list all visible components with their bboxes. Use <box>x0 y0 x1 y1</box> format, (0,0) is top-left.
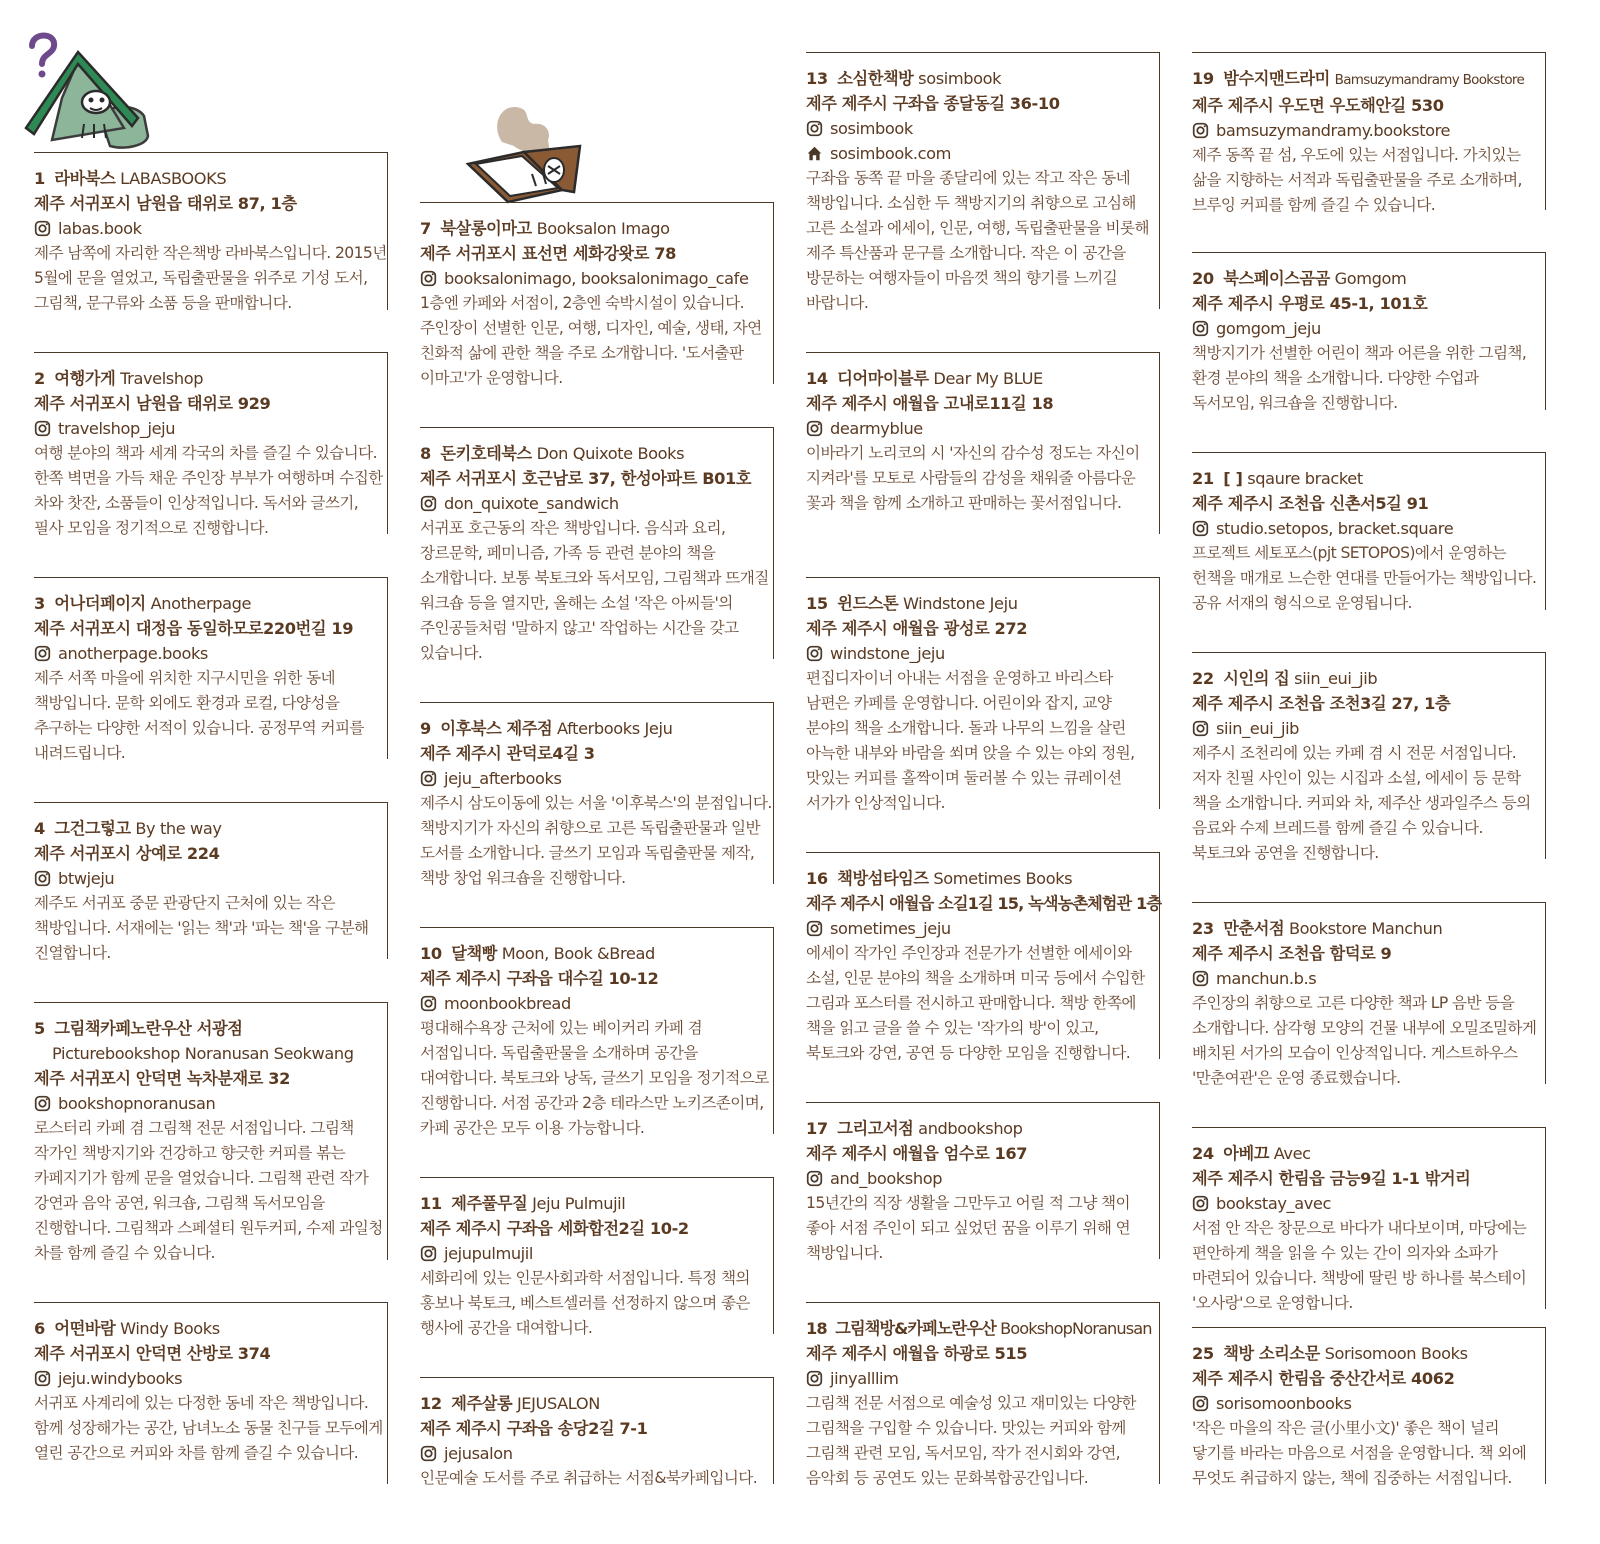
store-name-english: Sometimes Books <box>933 869 1073 888</box>
instagram-row[interactable] <box>34 1366 387 1391</box>
store-entry-14 <box>806 352 1160 534</box>
instagram-handle[interactable]: jejusalon <box>444 1444 513 1463</box>
instagram-handle[interactable]: bookshopnoranusan <box>58 1094 216 1113</box>
store-name-english: Jeju Pulmujil <box>532 1194 626 1213</box>
store-number: 1 <box>34 169 45 188</box>
instagram-handle[interactable]: jeju_afterbooks <box>444 769 562 788</box>
store-name-korean: 달책빵 <box>451 944 497 963</box>
store-number: 16 <box>806 869 828 888</box>
store-name-korean: 돈키호테북스 <box>440 444 532 463</box>
store-name-english: Anotherpage <box>150 594 252 613</box>
instagram-handle[interactable]: labas.book <box>58 219 142 238</box>
store-description: 1층엔 카페와 서점이, 2층엔 숙박시설이 있습니다. 주인장이 선별한 인문, 여행, 디자인, 예술, 생태, 자연 친화적 삶에 관한 책을 주로 소개합니다. '도서출판 이마고'가 운영합니다. <box>420 294 762 387</box>
store-number: 3 <box>34 594 45 613</box>
store-number: 8 <box>420 444 431 463</box>
store-address: 제주 서귀포시 호근남로 37, 한성아파트 B01호 <box>420 469 752 488</box>
instagram-row[interactable] <box>806 641 1159 666</box>
store-address: 제주 서귀포시 대정읍 동일하모로220번길 19 <box>34 619 354 638</box>
store-number: 25 <box>1192 1344 1214 1363</box>
instagram-icon <box>34 1370 51 1387</box>
store-address: 제주 제주시 우도면 우도해안길 530 <box>1192 96 1444 115</box>
store-address: 제주 서귀포시 남원읍 태위로 929 <box>34 394 271 413</box>
store-number: 10 <box>420 944 442 963</box>
instagram-row[interactable] <box>1192 966 1545 991</box>
store-description: 서귀포 호근동의 작은 책방입니다. 음식과 요리, 장르문학, 페미니즘, 가족 등 관련 분야의 책을 소개합니다. 보통 북토크와 독서모임, 그림책과 뜨개질 워크숍 등을 열지만, 올해는 소설 '작은 아씨들'의 주인공들처럼 '말하지 않고' 작업하는 시간을 갖고 있습니다. <box>420 519 769 662</box>
store-entry-11 <box>420 1177 774 1337</box>
store-name-korean: 책방 소리소문 <box>1223 1344 1320 1363</box>
instagram-icon <box>1192 1395 1209 1412</box>
instagram-handle[interactable]: and_bookshop <box>830 1169 943 1188</box>
instagram-icon <box>1192 520 1209 537</box>
store-entry-18 <box>806 1302 1160 1487</box>
store-name-english: Don Quixote Books <box>536 444 685 463</box>
store-entry-25 <box>1192 1327 1546 1487</box>
instagram-handle[interactable]: dearmyblue <box>830 419 923 438</box>
instagram-icon <box>806 920 823 937</box>
store-address: 제주 서귀포시 안덕면 녹차분재로 32 <box>34 1069 290 1088</box>
store-name-korean: 만춘서점 <box>1223 919 1285 938</box>
store-entry-6 <box>34 1302 388 1484</box>
instagram-handle[interactable]: moonbookbread <box>444 994 571 1013</box>
instagram-row[interactable] <box>1192 118 1545 143</box>
instagram-handle[interactable]: jinyalllim <box>830 1369 899 1388</box>
store-name-korean: [ ] <box>1223 469 1243 488</box>
instagram-row[interactable] <box>806 1366 1159 1391</box>
store-address: 제주 제주시 조천읍 조천3길 27, 1층 <box>1192 694 1451 713</box>
store-description: 구좌읍 동쪽 끝 마을 종달리에 있는 작고 작은 동네 책방입니다. 소심한 두 책방지기의 취향으로 고심해 고른 소설과 에세이, 인문, 여행, 독립출판물을 비롯해 제주 특산품과 문구를 소개합니다. 작은 이 공간을 방문하는 여행자들이 마음껏 책의 향기를 느끼길 바랍니다. <box>806 169 1149 312</box>
instagram-row[interactable] <box>420 1441 773 1466</box>
store-number: 11 <box>420 1194 442 1213</box>
store-entry-1 <box>34 152 388 310</box>
store-name-korean: 제주풀무질 <box>451 1194 528 1213</box>
instagram-handle[interactable]: bookstay_avec <box>1216 1194 1331 1213</box>
store-name-korean: 북스페이스곰곰 <box>1223 269 1330 288</box>
store-name-english: Booksalon Imago <box>536 219 670 238</box>
store-description: 인문예술 도서를 주로 취급하는 서점&북카페입니다. <box>420 1469 758 1487</box>
instagram-handle[interactable]: siin_eui_jib <box>1216 719 1300 738</box>
store-address: 제주 제주시 구좌읍 대수길 10-12 <box>420 969 659 988</box>
instagram-icon <box>1192 320 1209 337</box>
store-name-korean: 윈드스톤 <box>837 594 899 613</box>
instagram-icon <box>420 995 437 1012</box>
instagram-handle[interactable]: bamsuzymandramy.bookstore <box>1216 121 1451 140</box>
store-name-korean: 제주살롱 <box>451 1394 513 1413</box>
store-name-korean: 그림책방&카페노란우산 <box>835 1319 996 1338</box>
store-address: 제주 서귀포시 상예로 224 <box>34 844 220 863</box>
instagram-row[interactable] <box>34 641 387 666</box>
instagram-icon <box>1192 122 1209 139</box>
store-description: 로스터리 카페 겸 그림책 전문 서점입니다. 그림책 작가인 책방지기와 건강하고 향긋한 커피를 볶는 카페지기가 함께 문을 열었습니다. 그림책 관련 작가 강연과 음악 공연, 워크숍, 그림책 독서모임을 진행합니다. 그림책과 스페셜티 원두커피, 수제 과일청 차를 함께 즐길 수 있습니다. <box>34 1119 383 1262</box>
store-number: 20 <box>1192 269 1214 288</box>
store-name-korean: 라바북스 <box>54 169 116 188</box>
store-number: 19 <box>1192 69 1214 88</box>
store-description: 세화리에 있는 인문사회과학 서점입니다. 특정 책의 홍보나 북토크, 베스트셀러를 선정하지 않으며 좋은 행사에 공간을 대여합니다. <box>420 1269 750 1337</box>
store-description: 이바라기 노리코의 시 '자신의 감수성 정도는 자신이 지켜라'를 모토로 사람들의 감성을 채워줄 아름다운 꽃과 책을 함께 소개하고 판매하는 꽃서점입니다. <box>806 444 1140 512</box>
store-name-korean: 어떤바람 <box>54 1319 116 1338</box>
store-entry-16 <box>806 852 1162 1062</box>
store-entry-22 <box>1192 652 1546 862</box>
store-number: 4 <box>34 819 45 838</box>
store-name-korean: 그림책카페노란우산 서광점 <box>54 1019 243 1038</box>
instagram-row[interactable] <box>34 216 387 241</box>
store-number: 18 <box>806 1319 827 1338</box>
store-address: 제주 제주시 애월읍 엄수로 167 <box>806 1144 1028 1163</box>
store-number: 12 <box>420 1394 442 1413</box>
instagram-handle[interactable]: travelshop_jeju <box>58 419 176 438</box>
open-book-illustration <box>462 94 587 206</box>
instagram-icon <box>1192 720 1209 737</box>
store-entry-24 <box>1192 1127 1546 1312</box>
store-entry-19 <box>1192 52 1546 214</box>
store-name-korean: 그리고서점 <box>837 1119 914 1138</box>
store-entry-21 <box>1192 452 1546 610</box>
store-description: '작은 마을의 작은 글(小里小文)' 좋은 책이 널리 닿기를 바라는 마음으로 서점을 운영합니다. 책 외에 무엇도 취급하지 않는, 책에 집중하는 서점입니다. <box>1192 1419 1527 1487</box>
store-name-korean: 어나더페이지 <box>54 594 146 613</box>
instagram-icon <box>34 420 51 437</box>
store-entry-5 <box>34 1002 388 1260</box>
instagram-handle[interactable]: jeju.windybooks <box>58 1369 183 1388</box>
store-number: 22 <box>1192 669 1214 688</box>
store-address: 제주 제주시 구좌읍 송당2길 7-1 <box>420 1419 648 1438</box>
store-address: 제주 서귀포시 안덕면 산방로 374 <box>34 1344 271 1363</box>
instagram-icon <box>34 1095 51 1112</box>
instagram-icon <box>34 645 51 662</box>
store-number: 21 <box>1192 469 1214 488</box>
instagram-row[interactable] <box>1192 1391 1545 1416</box>
store-entry-17 <box>806 1102 1160 1262</box>
store-description: 제주 동쪽 끝 섬, 우도에 있는 서점입니다. 가치있는 삶을 지향하는 서적과 독립출판물을 주로 소개하며, 브루잉 커피를 함께 즐길 수 있습니다. <box>1192 146 1522 214</box>
store-address: 제주 제주시 구좌읍 세화합전2길 10-2 <box>420 1219 689 1238</box>
store-address: 제주 서귀포시 남원읍 태위로 87, 1층 <box>34 194 297 213</box>
store-name-english: Windy Books <box>120 1319 220 1338</box>
instagram-row[interactable] <box>1192 316 1545 341</box>
store-entry-9 <box>420 702 774 887</box>
store-name-english: Sorisomoon Books <box>1324 1344 1468 1363</box>
website-row[interactable] <box>806 141 1159 166</box>
instagram-icon <box>806 1170 823 1187</box>
store-name-korean: 북살롱이마고 <box>440 219 532 238</box>
store-address: 제주 제주시 애월읍 소길1길 15, 녹색농촌체험관 1층 <box>806 894 1162 913</box>
instagram-row[interactable] <box>1192 1191 1545 1216</box>
instagram-row[interactable] <box>420 491 773 516</box>
instagram-icon <box>34 870 51 887</box>
store-entry-20 <box>1192 252 1546 410</box>
store-name-korean: 시인의 집 <box>1223 669 1290 688</box>
instagram-icon <box>420 1445 437 1462</box>
store-name-english: By the way <box>135 819 222 838</box>
store-address: 제주 제주시 애월읍 광성로 272 <box>806 619 1028 638</box>
store-name-korean: 디어마이블루 <box>837 369 929 388</box>
store-name-english: Travelshop <box>120 369 204 388</box>
store-number: 15 <box>806 594 828 613</box>
instagram-row[interactable] <box>806 116 1159 141</box>
store-description: 제주시 조천리에 있는 카페 겸 시 전문 서점입니다. 저자 친필 사인이 있는 시집과 소설, 에세이 등 문학 책을 소개합니다. 커피와 차, 제주산 생과일주스 등의 음료와 수제 브레드를 함께 즐길 수 있습니다. 북토크와 공연을 진행합니다. <box>1192 744 1531 862</box>
instagram-icon <box>420 770 437 787</box>
instagram-icon <box>1192 1195 1209 1212</box>
store-name-korean: 소심한책방 <box>837 69 914 88</box>
store-entry-15 <box>806 577 1160 812</box>
store-name-english: siin_eui_jib <box>1294 669 1378 688</box>
store-name-english: sqaure bracket <box>1247 469 1363 488</box>
store-description: 그림책 전문 서점으로 예술성 있고 재미있는 다양한 그림책을 구입할 수 있습니다. 맛있는 커피와 함께 그림책 관련 모임, 독서모임, 작가 전시회와 강연, 음악회 등 공연도 있는 문화복합공간입니다. <box>806 1394 1136 1487</box>
store-number: 5 <box>34 1019 45 1038</box>
store-name-english: Picturebookshop Noranusan Seokwang <box>52 1044 354 1063</box>
instagram-handle[interactable]: booksalonimago, booksalonimago_cafe <box>444 269 749 288</box>
instagram-row[interactable] <box>420 991 773 1016</box>
instagram-handle[interactable]: don_quixote_sandwich <box>444 494 619 513</box>
store-description: 서점 안 작은 창문으로 바다가 내다보이며, 마당에는 편안하게 책을 읽을 수 있는 간이 의자와 소파가 마련되어 있습니다. 책방에 딸린 방 하나를 북스테이 '오사랑'으로 운영합니다. <box>1192 1219 1527 1312</box>
store-description: 제주도 서귀포 중문 관광단지 근처에 있는 작은 책방입니다. 서재에는 '읽는 책'과 '파는 책'을 구분해 진열합니다. <box>34 894 369 962</box>
instagram-icon <box>806 1370 823 1387</box>
book-hat-illustration <box>22 28 157 153</box>
store-address: 제주 제주시 한림읍 중산간서로 4062 <box>1192 1369 1455 1388</box>
store-address: 제주 제주시 애월읍 하광로 515 <box>806 1344 1028 1363</box>
store-name-english: Gomgom <box>1334 269 1407 288</box>
website-link[interactable]: sosimbook.com <box>830 144 952 163</box>
store-description: 서귀포 사계리에 있는 다정한 동네 작은 책방입니다. 함께 성장해가는 공간, 남녀노소 동물 친구들 모두에게 열린 공간으로 커피와 차를 함께 즐길 수 있습니다. <box>34 1394 383 1462</box>
instagram-handle[interactable]: studio.setopos, bracket.square <box>1216 519 1454 538</box>
store-entry-4 <box>34 802 388 962</box>
store-description: 제주 서쪽 마을에 위치한 지구시민을 위한 동네 책방입니다. 문학 외에도 환경과 로컬, 다양성을 추구하는 다양한 서적이 있습니다. 공정무역 커피를 내려드립니다. <box>34 669 364 762</box>
instagram-row[interactable] <box>34 1091 387 1116</box>
instagram-handle[interactable]: sorisomoonbooks <box>1216 1394 1352 1413</box>
store-name-korean: 밤수지맨드라미 <box>1223 69 1330 88</box>
instagram-icon <box>1192 970 1209 987</box>
store-address: 제주 제주시 한림읍 금능9길 1-1 밖거리 <box>1192 1169 1471 1188</box>
store-entry-13 <box>806 52 1160 312</box>
store-number: 23 <box>1192 919 1214 938</box>
instagram-handle[interactable]: jejupulmujil <box>444 1244 533 1263</box>
store-name-english: Bamsuzymandramy Bookstore <box>1334 72 1525 88</box>
store-address: 제주 제주시 우평로 45-1, 101호 <box>1192 294 1428 313</box>
instagram-row[interactable] <box>34 416 387 441</box>
store-description: 책방지기가 선별한 어린이 책과 어른을 위한 그림책, 환경 분야의 책을 소개합니다. 다양한 수업과 독서모임, 워크숍을 진행합니다. <box>1192 344 1527 412</box>
store-description: 여행 분야의 책과 세계 각국의 차를 즐길 수 있습니다. 한쪽 벽면을 가득 채운 주인장 부부가 여행하며 수집한 차와 찻잔, 소품들이 인상적입니다. 독서와 글쓰기, 필사 모임을 정기적으로 진행합니다. <box>34 444 383 537</box>
store-name-korean: 그건그렇고 <box>54 819 131 838</box>
store-address: 제주 제주시 조천읍 신촌서5길 91 <box>1192 494 1429 513</box>
store-name-english: LABASBOOKS <box>120 169 227 188</box>
instagram-row[interactable] <box>1192 516 1545 541</box>
store-description: 에세이 작가인 주인장과 전문가가 선별한 에세이와 소설, 인문 분야의 책을 소개하며 미국 등에서 수입한 그림과 포스터를 전시하고 판매합니다. 책방 한쪽에 책을 읽고 글을 쓸 수 있는 '작가의 방'이 있고, 북토크와 강연, 공연 등 다양한 모임을 진행합니다. <box>806 944 1145 1062</box>
instagram-handle[interactable]: windstone_jeju <box>830 644 945 663</box>
store-entry-23 <box>1192 902 1546 1087</box>
store-number: 2 <box>34 369 45 388</box>
store-name-english: Moon, Book &Bread <box>501 944 655 963</box>
store-address: 제주 서귀포시 표선면 세화강왓로 78 <box>420 244 676 263</box>
instagram-icon <box>420 1245 437 1262</box>
store-description: 15년간의 직장 생활을 그만두고 어릴 적 그냥 책이 좋아 서점 주인이 되고 싶었던 꿈을 이루기 위해 연 책방입니다. <box>806 1194 1131 1262</box>
instagram-row[interactable] <box>420 766 773 791</box>
store-name-korean: 이후북스 제주점 <box>440 719 553 738</box>
store-address: 제주 제주시 애월읍 고내로11길 18 <box>806 394 1054 413</box>
store-name-english: JEJUSALON <box>516 1394 600 1413</box>
home-icon <box>806 145 823 162</box>
store-name-english: Bookstore Manchun <box>1288 919 1443 938</box>
instagram-row[interactable] <box>420 1241 773 1266</box>
instagram-handle[interactable]: gomgom_jeju <box>1216 319 1321 338</box>
store-description: 제주시 삼도이동에 있는 서울 '이후북스'의 분점입니다. 책방지기가 자신의 취향으로 고른 독립출판물과 일반 도서를 소개합니다. 글쓰기 모임과 독립출판물 제작, 책방 창업 워크숍을 진행합니다. <box>420 794 772 887</box>
instagram-row[interactable] <box>1192 716 1545 741</box>
store-name-korean: 아베끄 <box>1223 1144 1269 1163</box>
instagram-icon <box>34 220 51 237</box>
store-address: 제주 제주시 구좌읍 종달동길 36-10 <box>806 94 1060 113</box>
store-description: 평대해수욕장 근처에 있는 베이커리 카페 겸 서점입니다. 독립출판물을 소개하며 공간을 대여합니다. 북토크와 낭독, 글쓰기 모임을 정기적으로 진행합니다. 서점 공간과 2층 테라스만 노키즈존이며, 카페 공간은 모두 이용 가능합니다. <box>420 1019 769 1137</box>
store-number: 14 <box>806 369 828 388</box>
store-name-english: sosimbook <box>918 69 1002 88</box>
store-name-english: Windstone Jeju <box>902 594 1018 613</box>
instagram-handle[interactable]: btwjeju <box>58 869 115 888</box>
instagram-icon <box>420 270 437 287</box>
store-name-korean: 책방섬타임즈 <box>837 869 929 888</box>
instagram-icon <box>806 420 823 437</box>
store-entry-2 <box>34 352 388 537</box>
store-number: 7 <box>420 219 431 238</box>
store-number: 9 <box>420 719 431 738</box>
store-address: 제주 제주시 조천읍 함덕로 9 <box>1192 944 1392 963</box>
store-address: 제주 제주시 관덕로4길 3 <box>420 744 595 763</box>
store-number: 17 <box>806 1119 828 1138</box>
store-name-english: Dear My BLUE <box>933 369 1043 388</box>
store-description: 편집디자이너 아내는 서점을 운영하고 바리스타 남편은 카페를 운영합니다. 어린이와 잡지, 교양 분야의 책을 소개합니다. 돌과 나무의 느낌을 살린 아늑한 내부와 바람을 쐬며 앉을 수 있는 야외 정원, 맛있는 커피를 홀짝이며 둘러볼 수 있는 큐레이션 서가가 인상적입니다. <box>806 669 1135 812</box>
store-description: 프로젝트 세토포스(pjt SETOPOS)에서 운영하는 헌책을 매개로 느슨한 연대를 만들어가는 책방입니다. 공유 서재의 형식으로 운영됩니다. <box>1192 544 1537 612</box>
store-entry-8 <box>420 427 774 662</box>
instagram-handle[interactable]: manchun.b.s <box>1216 969 1317 988</box>
store-entry-12 <box>420 1377 774 1487</box>
store-name-english: Avec <box>1273 1144 1311 1163</box>
store-entry-10 <box>420 927 774 1137</box>
store-number: 24 <box>1192 1144 1214 1163</box>
store-entry-7 <box>420 202 774 387</box>
store-entry-3 <box>34 577 388 762</box>
instagram-row[interactable] <box>806 1166 1159 1191</box>
store-description: 제주 남쪽에 자리한 작은책방 라바북스입니다. 2015년 5월에 문을 열었고, 독립출판물을 위주로 기성 도서, 그림책, 문구류와 소품 등을 판매합니다. <box>34 244 387 312</box>
instagram-row[interactable] <box>34 866 387 891</box>
instagram-icon <box>806 645 823 662</box>
instagram-handle[interactable]: sosimbook <box>830 119 913 138</box>
store-number: 6 <box>34 1319 45 1338</box>
instagram-icon <box>420 495 437 512</box>
instagram-handle[interactable]: anotherpage.books <box>58 644 208 663</box>
store-description: 주인장의 취향으로 고른 다양한 책과 LP 음반 등을 소개합니다. 삼각형 모양의 건물 내부에 오밀조밀하게 배치된 서가의 모습이 인상적입니다. 게스트하우스 '만춘여관'은 운영 종료했습니다. <box>1192 994 1537 1087</box>
instagram-row[interactable] <box>806 416 1159 441</box>
instagram-icon <box>806 120 823 137</box>
store-name-english: Afterbooks Jeju <box>557 719 673 738</box>
instagram-handle[interactable]: sometimes_jeju <box>830 919 951 938</box>
store-name-korean: 여행가게 <box>54 369 116 388</box>
instagram-row[interactable] <box>806 916 1159 941</box>
store-number: 13 <box>806 69 828 88</box>
store-name-english: BookshopNoranusan <box>1000 1319 1152 1338</box>
store-name-english: andbookshop <box>918 1119 1023 1138</box>
instagram-row[interactable] <box>420 266 773 291</box>
